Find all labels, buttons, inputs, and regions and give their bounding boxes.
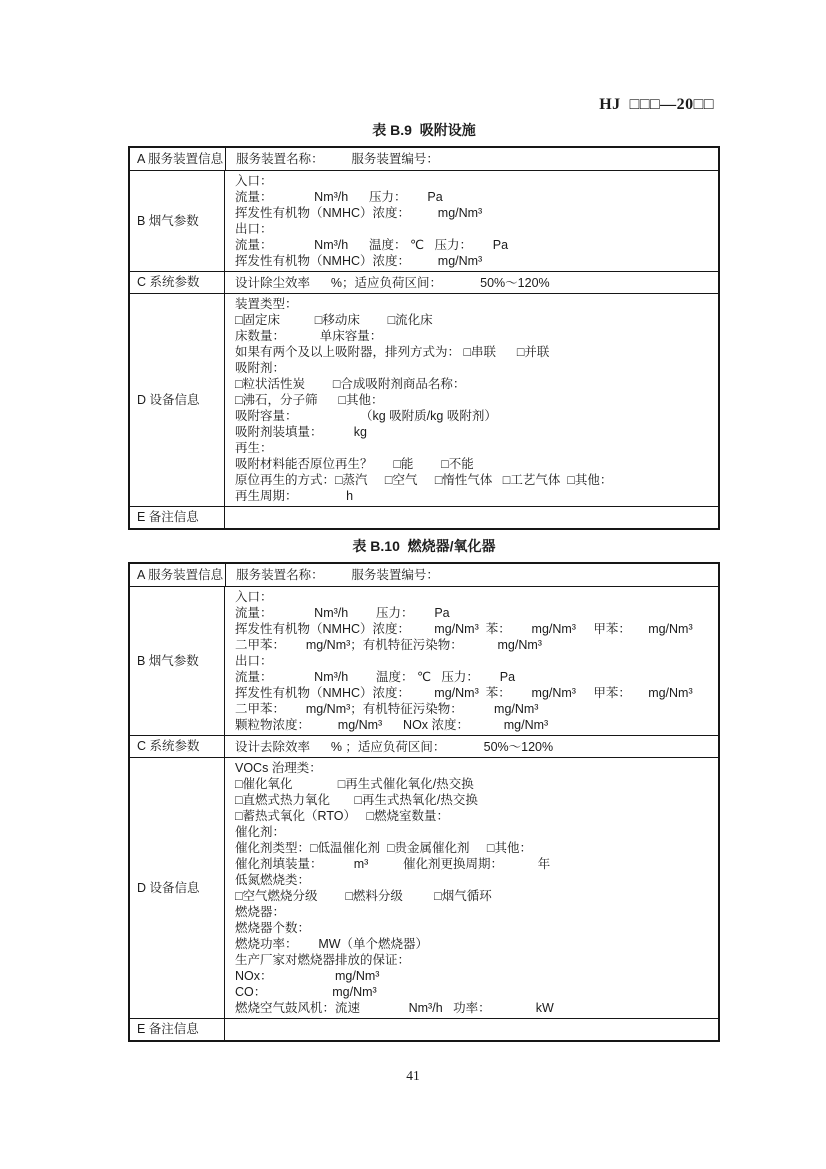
field-line: 低氮燃烧类： [235,873,311,887]
field-line: 挥发性有机物（NMHC）浓度： mg/Nm³ [235,254,483,268]
table-row [130,148,718,170]
field-line: □直燃式热力氧化 □再生式热氧化/热交换 [235,793,478,807]
field-line: 出口： [235,222,273,236]
page-number: 41 [406,1068,420,1083]
row-label: B 烟气参数 [130,587,225,735]
field-line: 如果有两个及以上吸附器，排列方式为： □串联 □并联 [235,345,550,359]
table-row [130,506,718,528]
field-line: 挥发性有机物（NMHC）浓度： mg/Nm³ 苯： mg/Nm³ 甲苯： mg/Nm³ [235,622,693,636]
row-content [225,171,718,271]
row-label: C 系统参数 [130,272,225,293]
field-line: NOx： mg/Nm³ [235,969,380,983]
field-line: 原位再生的方式：□蒸汽 □空气 □惰性气体 □工艺气体 □其他： [235,473,613,487]
field-line: 服务装置名称： 服务装置编号： [236,152,439,166]
row-label: E 备注信息 [130,507,225,528]
field-line: 燃烧空气鼓风机：流速 Nm³/h 功率： kW [235,1001,554,1015]
field-line: 催化剂填装量： m³ 催化剂更换周期： 年 [235,857,551,871]
field-line: □粒状活性炭 □合成吸附剂商品名称： [235,377,466,391]
field-line: 催化剂： [235,825,286,839]
table-b9-title: 表 B.9 吸附设施 [372,122,476,138]
table-b9 [128,146,720,530]
row-label: B 烟气参数 [130,171,225,271]
table-row [130,757,718,1018]
field-line: 床数量： 单床容量： [235,329,383,343]
field-line: 二甲苯： mg/Nm³；有机特征污染物： mg/Nm³ [235,702,539,716]
field-line: 入口： [235,590,273,604]
row-content [226,148,718,170]
field-line: 流量： Nm³/h 压力： Pa [235,190,443,204]
standard-number-header: HJ □□□—20□□ [599,96,714,113]
row-label: D 设备信息 [130,758,225,1018]
field-line: 流量： Nm³/h 温度： ℃ 压力： Pa [235,238,509,252]
field-line: 出口： [235,654,273,668]
field-line: 挥发性有机物（NMHC）浓度： mg/Nm³ 苯： mg/Nm³ 甲苯： mg/Nm³ [235,686,693,700]
field-line: 燃烧功率： MW（单个燃烧器） [235,937,429,951]
field-line: 设计除尘效率 %；适应负荷区间： 50%～120% [235,275,550,290]
row-content [225,272,718,293]
field-line: 服务装置名称： 服务装置编号： [236,568,439,582]
field-line: 颗粒物浓度： mg/Nm³ NOx 浓度： mg/Nm³ [235,718,549,732]
field-line: 挥发性有机物（NMHC）浓度： mg/Nm³ [235,206,483,220]
row-label: A 服务装置信息 [130,148,226,170]
table-row [130,293,718,506]
table-row [130,271,718,293]
row-content [225,736,718,757]
row-content [225,758,718,1018]
field-line: □催化氧化 □再生式催化氧化/热交换 [235,777,474,791]
table-row [130,564,718,586]
field-line: 燃烧器： [235,905,286,919]
field-line: 再生： [235,441,273,455]
row-content [225,294,718,506]
table-b9-block [128,120,720,530]
field-line: 再生周期： h [235,489,354,503]
field-line: 吸附容量： （kg 吸附质/kg 吸附剂） [235,409,497,423]
field-line: VOCs 治理类： [235,761,322,775]
field-line: 生产厂家对燃烧器排放的保证： [235,953,411,967]
row-content [226,564,718,586]
field-line: 设计去除效率 % ；适应负荷区间： 50%～120% [235,739,554,754]
table-row [130,1018,718,1040]
field-line: 催化剂类型：□低温催化剂 □贵金属催化剂 □其他： [235,841,532,855]
field-line: 吸附剂装填量： kg [235,425,367,439]
table-b10-block [128,536,720,1042]
field-line: CO： mg/Nm³ [235,985,377,999]
field-line: 吸附材料能否原位再生？ □能 □不能 [235,457,474,471]
row-content [225,587,718,735]
table-row [130,735,718,757]
field-line: □蓄热式氧化（RTO） □燃烧室数量： [235,809,449,823]
table-row [130,586,718,735]
field-line: 流量： Nm³/h 温度： ℃ 压力： Pa [235,670,516,684]
field-line: □沸石，分子筛 □其他： [235,393,384,407]
row-label: A 服务装置信息 [130,564,226,586]
field-line: □空气燃烧分级 □燃料分级 □烟气循环 [235,889,492,903]
field-line: 流量： Nm³/h 压力： Pa [235,606,450,620]
table-row [130,170,718,271]
field-line: 入口： [235,174,273,188]
row-label: C 系统参数 [130,736,225,757]
table-b10-title: 表 B.10 燃烧器/氧化器 [352,538,496,554]
field-line: 燃烧器个数： [235,921,311,935]
row-content [225,507,718,528]
field-line: □固定床 □移动床 □流化床 [235,313,433,327]
row-label: E 备注信息 [130,1019,225,1040]
row-content [225,1019,718,1040]
row-label: D 设备信息 [130,294,225,506]
field-line: 装置类型： [235,297,298,311]
table-b10 [128,562,720,1042]
field-line: 吸附剂： [235,361,286,375]
field-line: 二甲苯： mg/Nm³；有机特征污染物： mg/Nm³ [235,638,542,652]
